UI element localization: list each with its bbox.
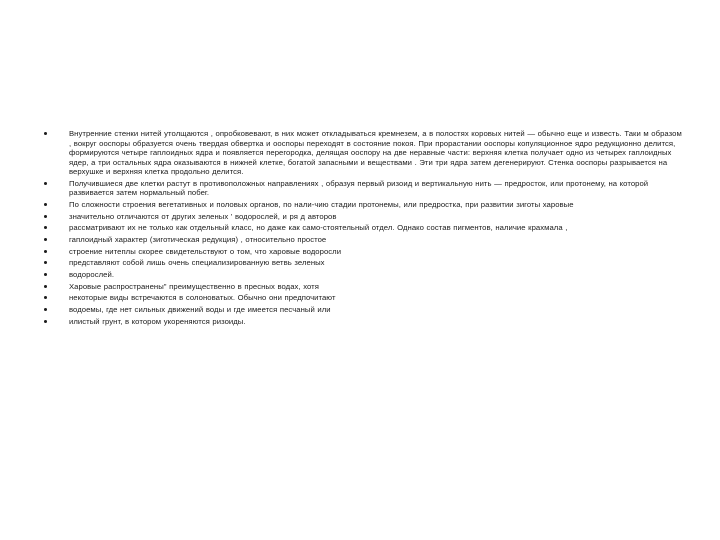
- bullet-text: По сложности строения вегетативных и половых органов, по нали-чию стадии протонемы, или предростка, при развитии зиготы харовые: [69, 199, 574, 209]
- list-item: [44, 129, 684, 177]
- bullet-icon: [44, 273, 47, 276]
- bullet-text: водоемы, где нет сильных движений воды и где имеется песчаный или: [69, 305, 331, 315]
- bullet-text: Харовые распространены" преимущественно в пресных водах, хотя: [69, 281, 319, 291]
- bullet-icon: [44, 226, 47, 229]
- bullet-icon: [44, 215, 47, 218]
- bullet-icon: [44, 238, 47, 241]
- bullet-text: Получившиеся две клетки растут в противоположных направлениях , образуя первый ризоид и вертикальную нить — предросток, или протонему, на которой развивается затем нормальный побег.: [69, 178, 649, 198]
- list-item: [44, 258, 684, 268]
- list-item: [44, 270, 684, 280]
- list-item: [44, 247, 684, 257]
- bullet-text: строение нитеплы скорее свидетельствуют о том, что харовые водоросли: [69, 246, 342, 256]
- list-item: [44, 212, 684, 222]
- list-item: [44, 305, 684, 315]
- bullet-icon: [44, 261, 47, 264]
- bullet-text: Внутренние стенки нитей утолщаются , опробковевают, в них может откладываться кремнезем, а в полостях коровых нитей — обычно еще и известь. Таки м образом , вокруг ооспоры образуется очень твердая обвертка и ооспоры переходят в состояние покоя. При прорастании ооспоры копуляционное ядро редукционно делится, формируются четыре гаплоидных ядра и появляется перегородка, делящая ооспору на две неравные части: верхняя клетка получает одно из четырех гаплоидных ядер, а три остальных ядра оказываются в нижней клетке, богатой запасными и веществами . Эти три ядра затем дегенерируют. Стенка ооспоры разрывается на верхушке и верхняя клетка продольно делится.: [69, 129, 682, 176]
- bullet-text: некоторые виды встречаются в солоноватых. Обычно они предпочитают: [69, 293, 336, 303]
- bullet-icon: [44, 250, 47, 253]
- bullet-text: водорослей.: [69, 270, 115, 279]
- bullet-icon: [44, 285, 47, 288]
- list-item: [44, 282, 684, 292]
- bullet-icon: [44, 132, 47, 135]
- bullet-text: гаплоидный характер (зиготическая редукция) , относительно простое: [69, 234, 327, 244]
- list-item: [44, 293, 684, 303]
- list-item: [44, 235, 684, 245]
- bullet-icon: [44, 308, 47, 311]
- bullet-icon: [44, 296, 47, 299]
- list-item: [44, 179, 684, 198]
- bullet-icon: [44, 320, 47, 323]
- bullet-text: значительно отличаются от других зеленых ' водорослей, и ря д авторов: [69, 211, 337, 221]
- bullet-list: [44, 129, 684, 328]
- bullet-icon: [44, 203, 47, 206]
- bullet-text: илистый грунт, в котором укореняются ризоиды.: [69, 316, 246, 326]
- bullet-text: представляют собой лишь очень специализированную ветвь зеленых: [69, 258, 325, 268]
- bullet-icon: [44, 182, 47, 185]
- list-item: [44, 200, 684, 210]
- list-item: [44, 223, 684, 233]
- list-item: [44, 317, 684, 327]
- bullet-text: рассматривают их не только как отдельный класс, но даже как само-стоятельный отдел. Однако состав пигментов, наличие крахмала ,: [69, 223, 568, 233]
